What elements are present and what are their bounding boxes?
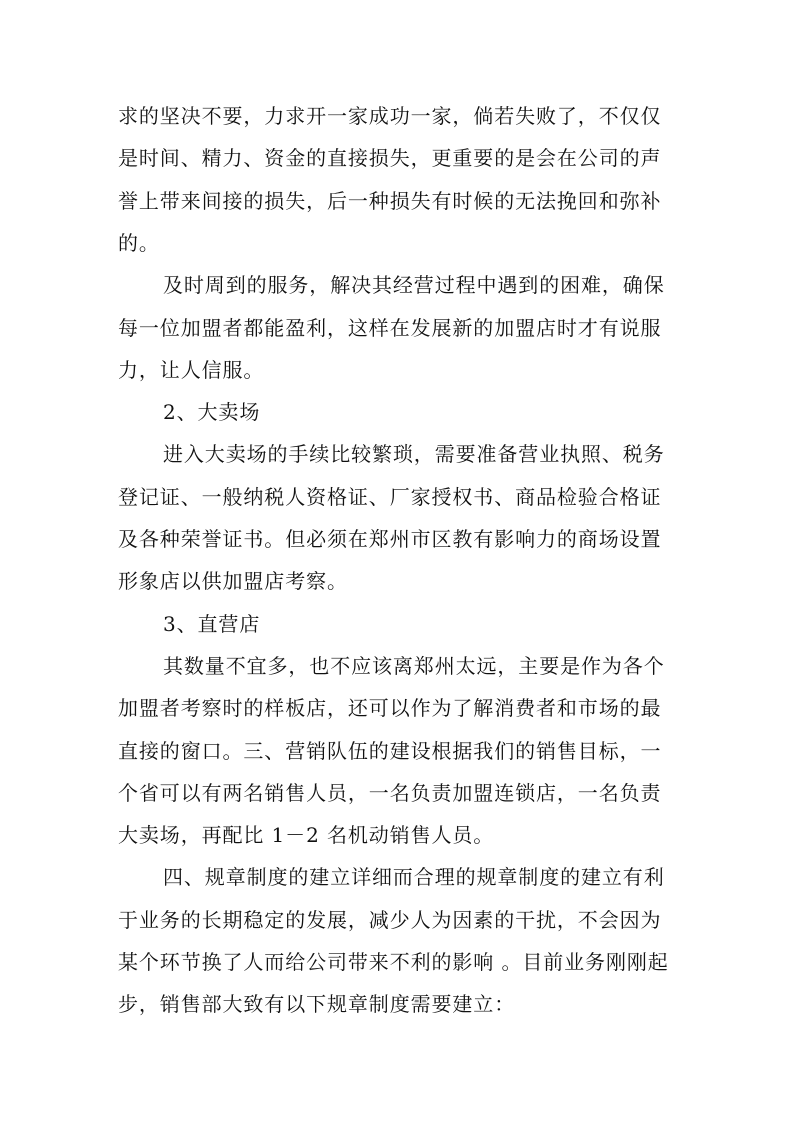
body-text-line: 加盟者考察时的样板店，还可以作为了解消费者和市场的最 xyxy=(118,696,662,720)
paragraph-first-line: 四、规章制度的建立详细而合理的规章制度的建立有利 xyxy=(163,865,665,889)
paragraph-first-line: 其数量不宜多，也不应该离郑州太远，主要是作为各个 xyxy=(163,654,665,678)
paragraph-first-line: 及时周到的服务，解决其经营过程中遇到的困难，确保 xyxy=(163,273,665,297)
body-text-line: 步，销售部大致有以下规章制度需要建立： xyxy=(118,992,516,1016)
body-text-line: 每一位加盟者都能盈利，这样在发展新的加盟店时才有说服 xyxy=(118,316,662,340)
body-text-line: 直接的窗口。三、营销队伍的建设根据我们的销售目标，一 xyxy=(118,739,662,763)
body-text-line: 求的坚决不要，力求开一家成功一家，倘若失败了，不仅仅 xyxy=(118,104,662,128)
paragraph-first-line: 进入大卖场的手续比较繁琐，需要准备营业执照、税务 xyxy=(163,442,665,466)
body-text-line: 形象店以供加盟店考察。 xyxy=(118,569,348,593)
body-text-line: 个省可以有两名销售人员，一名负责加盟连锁店，一名负责 xyxy=(118,781,662,805)
body-text-line: 登记证、一般纳税人资格证、厂家授权书、商品检验合格证 xyxy=(118,485,662,509)
body-text-line: 的。 xyxy=(118,231,160,255)
body-text-line: 某个环节换了人而给公司带来不利的影响 。目前业务刚刚起 xyxy=(118,950,669,974)
section-heading: 2、大卖场 xyxy=(163,400,261,424)
body-text-line: 及各种荣誉证书。但必须在郑州市区教有影响力的商场设置 xyxy=(118,527,662,551)
body-text-line: 于业务的长期稳定的发展，减少人为因素的干扰，不会因为 xyxy=(118,908,662,932)
body-text-line: 是时间、精力、资金的直接损失，更重要的是会在公司的声 xyxy=(118,146,662,170)
section-heading: 3、直营店 xyxy=(163,612,261,636)
body-text-line: 力，让人信服。 xyxy=(118,358,265,382)
body-text-line: 誉上带来间接的损失，后一种损失有时候的无法挽回和弥补 xyxy=(118,189,662,213)
body-text-line: 大卖场，再配比 1－2 名机动销售人员。 xyxy=(118,823,495,847)
